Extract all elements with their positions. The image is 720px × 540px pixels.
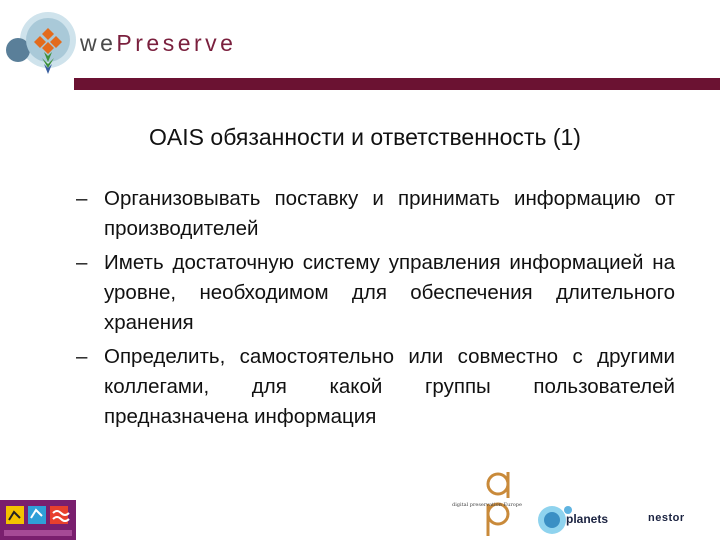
bullet-item	[70, 248, 675, 338]
bullet-text: Иметь достаточную систему управления информацией на уровне, необходимом для обеспечения длительного хранения	[104, 251, 675, 334]
wepreserve-logo-icon	[4, 6, 84, 82]
bullet-dash: –	[76, 187, 88, 210]
dpe-caption: digital preservation Europe	[452, 502, 522, 508]
bullet-text: Определить, самостоятельно или совместно с другими коллегами, для какой группы пользователей предназначена информация	[104, 345, 675, 428]
brand-preserve: Preserve	[116, 30, 237, 56]
brand-wordmark	[80, 30, 236, 57]
header-rule	[74, 78, 720, 90]
nestor-label: nestor	[648, 512, 685, 524]
bullet-item	[70, 184, 675, 244]
bullet-text: Организовывать поставку и принимать информацию от производителей	[104, 187, 675, 240]
slide-title: OAIS обязанности и ответственность (1)	[149, 124, 581, 150]
slide-header	[0, 0, 720, 90]
bullet-list	[70, 184, 675, 436]
partner-logos	[450, 462, 720, 540]
project-logo-icon	[0, 500, 76, 540]
bullet-item	[70, 342, 675, 432]
bullet-dash: –	[76, 251, 88, 274]
bullet-dash: –	[76, 345, 88, 368]
brand-we: we	[80, 30, 117, 56]
planets-label: planets	[566, 512, 609, 526]
